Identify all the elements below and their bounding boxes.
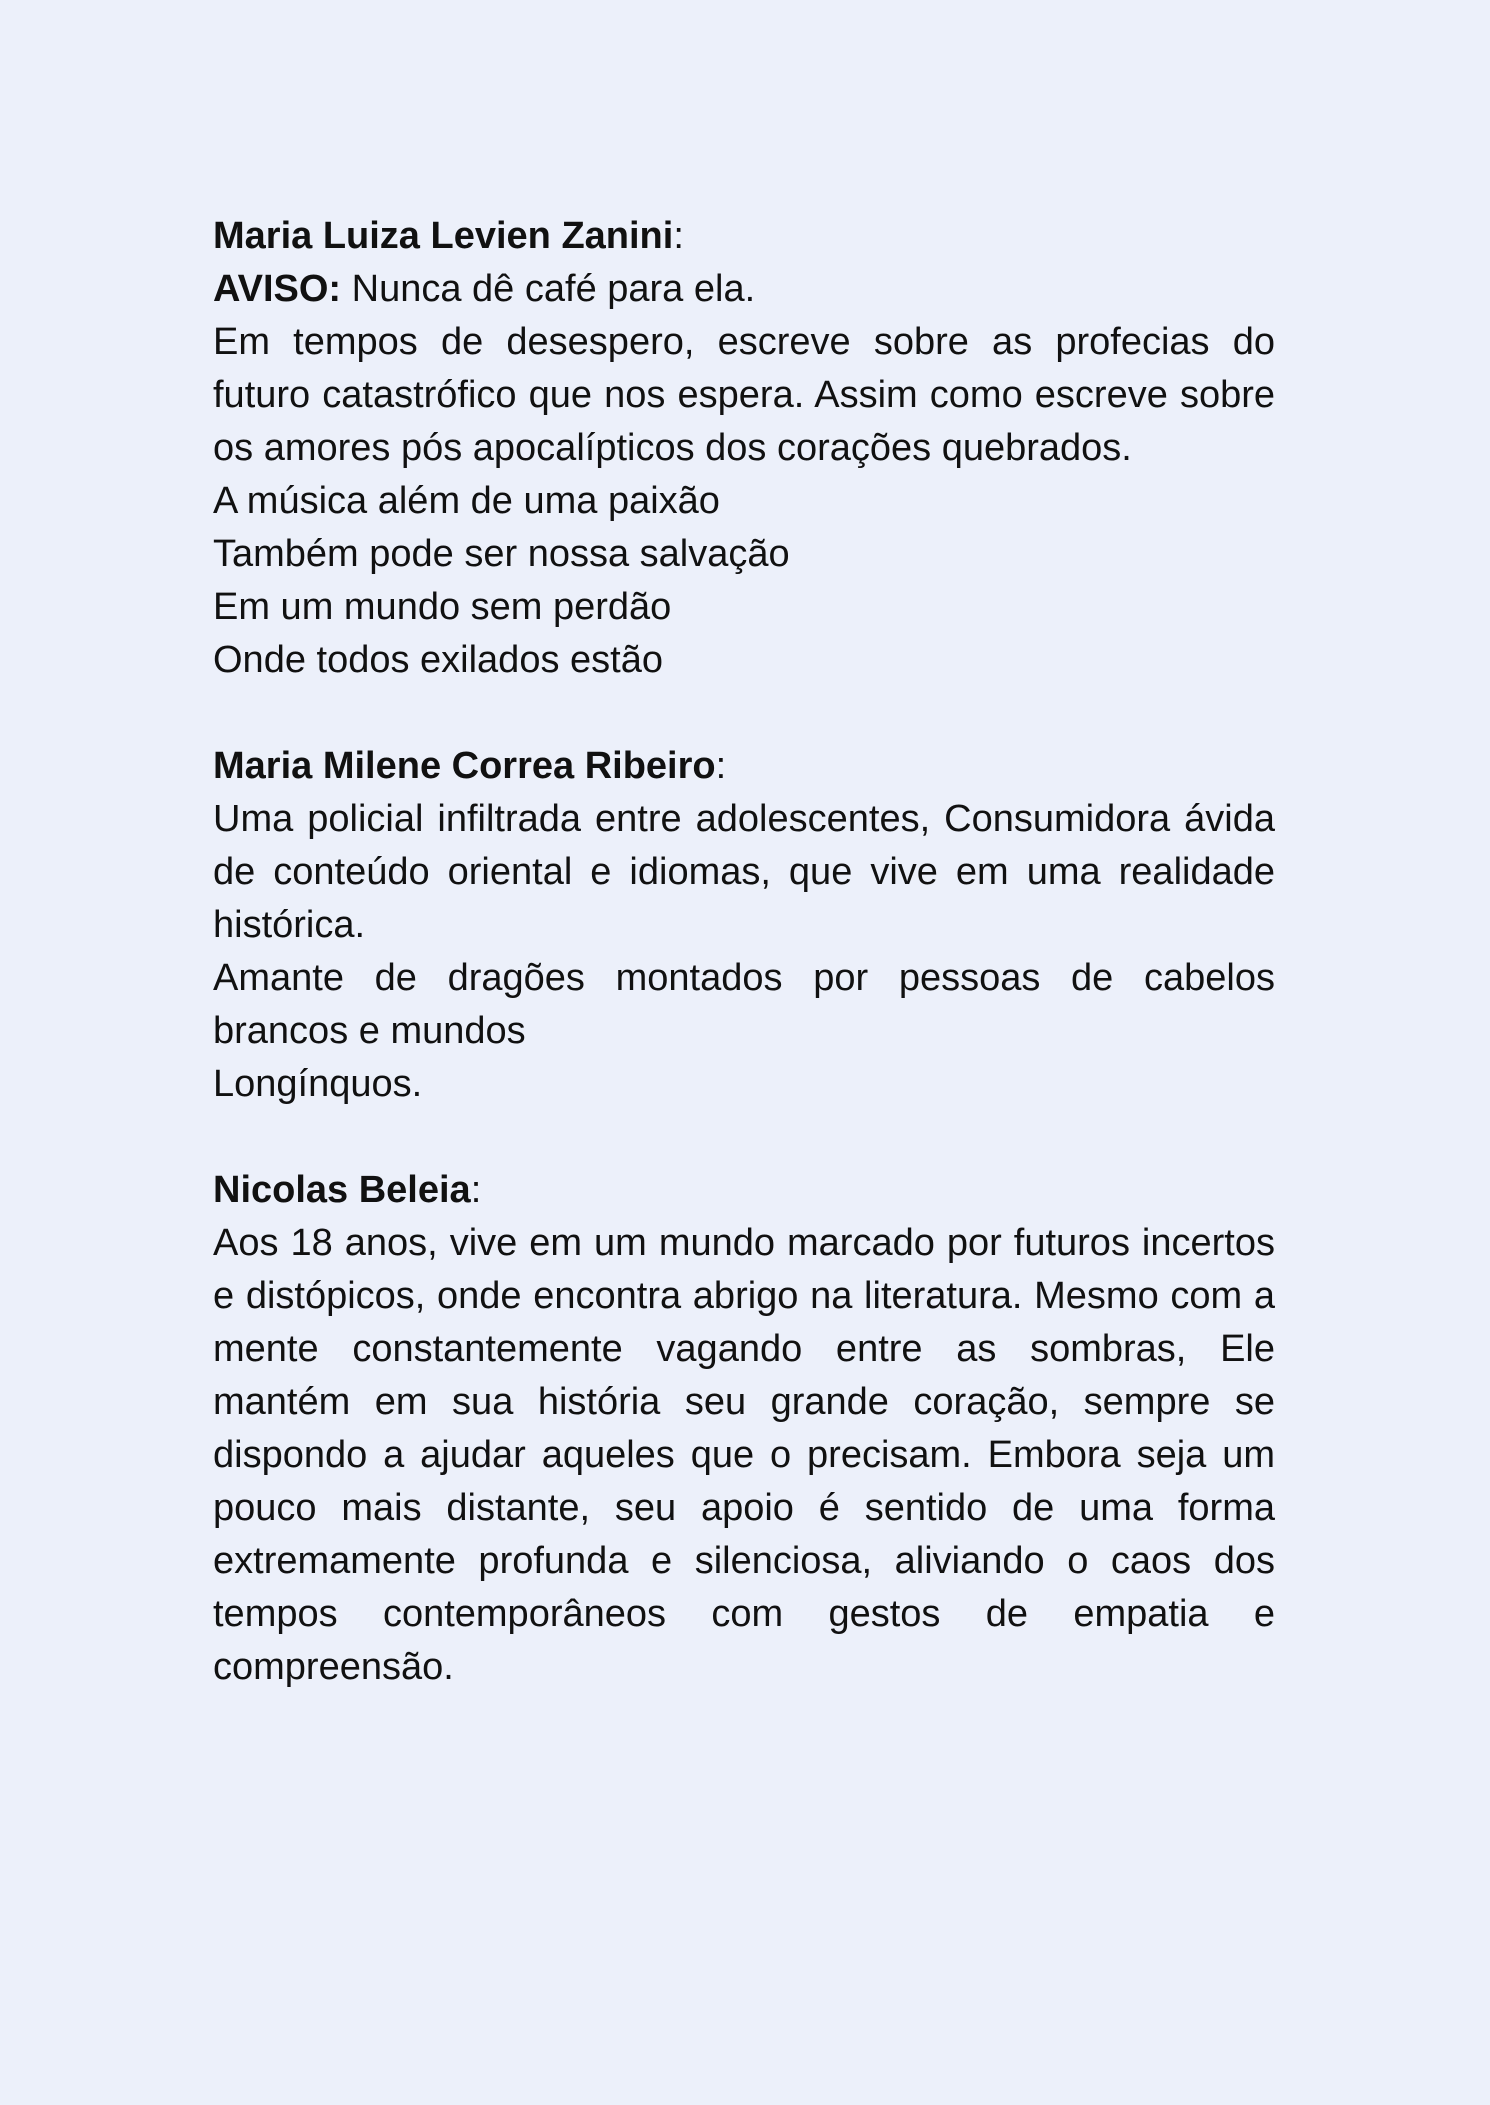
document-page: [213, 210, 1275, 1694]
author-name-suffix: :: [673, 215, 684, 257]
bio-paragraph: Aos 18 anos, vive em um mundo marcado por futuros incertos e distópicos, onde encontra abrigo na literatura. Mesmo com a mente constantemente vagando entre as sombras, Ele mantém em sua história seu grande coração, sempre se dispondo a ajudar aqueles que o precisam. Embora seja um pouco mais distante, seu apoio é sentido de uma forma extremamente profunda e silenciosa, aliviando o caos dos tempos contemporâneos com gestos de empatia e compreensão.: [213, 1222, 1275, 1688]
verse-line: Também pode ser nossa salvação: [213, 533, 790, 575]
bio-paragraph: Uma policial infiltrada entre adolescentes, Consumidora ávida de conteúdo oriental e idiomas, que vive em uma realidade histórica.: [213, 798, 1275, 946]
author-name-suffix: :: [715, 745, 727, 787]
bio-paragraph: Em tempos de desespero, escreve sobre as profecias do futuro catastrófico que nos espera. Assim como escreve sobre os amores pós apocalípticos dos corações quebrados.: [213, 321, 1275, 469]
warning-line: [213, 263, 1275, 316]
warning-label: AVISO:: [213, 268, 342, 310]
bio-closing: Longínquos.: [213, 1063, 423, 1105]
author-name: Nicolas Beleia: [213, 1169, 471, 1211]
bio-paragraph: Amante de dragões montados por pessoas de cabelos brancos e mundos: [213, 957, 1275, 1052]
author-bio-zanini: [213, 210, 1275, 687]
warning-text: Nunca dê café para ela.: [341, 268, 756, 310]
author-bio-beleia: [213, 1164, 1275, 1694]
author-heading: [213, 1164, 1275, 1217]
section-spacer: [213, 1111, 1275, 1164]
verse-line: A música além de uma paixão: [213, 480, 720, 522]
verse-line: Onde todos exilados estão: [213, 639, 663, 681]
author-name-suffix: :: [470, 1169, 482, 1211]
author-heading: [213, 740, 1275, 793]
author-heading: [213, 210, 1275, 263]
author-name: Maria Luiza Levien Zanini: [213, 215, 674, 257]
section-spacer: [213, 687, 1275, 740]
verse-line: Em um mundo sem perdão: [213, 586, 672, 628]
author-name: Maria Milene Correa Ribeiro: [213, 745, 716, 787]
author-bio-ribeiro: [213, 740, 1275, 1111]
